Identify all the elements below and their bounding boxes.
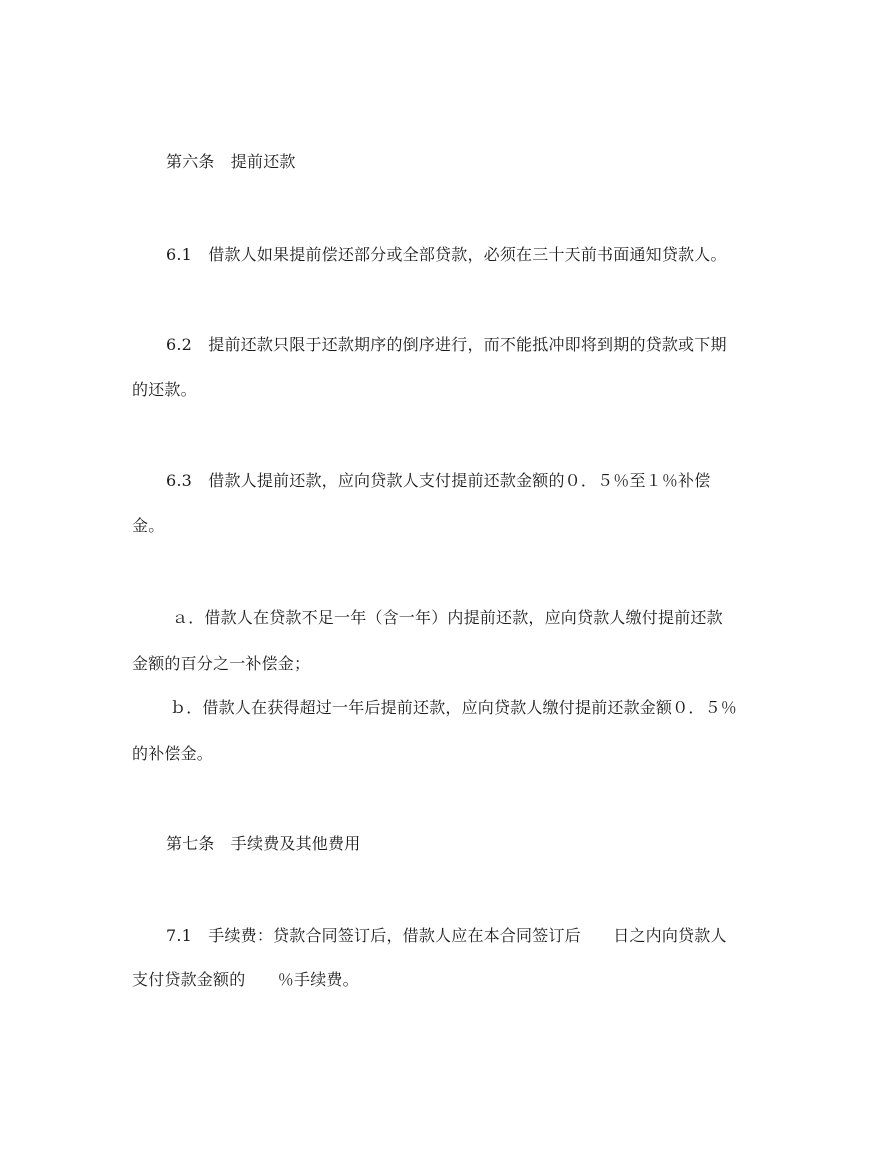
clause-b-line-1: ｂ．借款人在获得超过一年后提前还款，应向贷款人缴付提前还款金额０．５％ xyxy=(170,698,738,717)
clause-7-1-line-2: 支付贷款金额的 ％手续费。 xyxy=(132,970,359,989)
clause-a-line-2: 金额的百分之一补偿金； xyxy=(132,654,311,673)
clause-6-3-line-2: 金。 xyxy=(132,516,165,535)
clause-b-line-2: 的补偿金。 xyxy=(132,744,214,763)
clause-7-1-line-1: 7.1 手续费：贷款合同签订后，借款人应在本合同签订后 日之内向贷款人 xyxy=(166,926,727,945)
article-6-heading: 第六条 提前还款 xyxy=(166,152,296,171)
clause-6-2-line-1: 6.2 提前还款只限于还款期序的倒序进行，而不能抵冲即将到期的贷款或下期 xyxy=(166,335,727,354)
clause-6-3-line-1: 6.3 借款人提前还款，应向贷款人支付提前还款金额的０．５％至１％补偿 xyxy=(166,471,711,490)
clause-6-1: 6.1 借款人如果提前偿还部分或全部贷款，必须在三十天前书面通知贷款人。 xyxy=(166,245,727,264)
clause-6-2-line-2: 的还款。 xyxy=(132,380,197,399)
article-7-heading: 第七条 手续费及其他费用 xyxy=(166,834,361,853)
clause-a-line-1: ａ．借款人在贷款不足一年（含一年）内提前还款，应向贷款人缴付提前还款 xyxy=(172,608,723,627)
